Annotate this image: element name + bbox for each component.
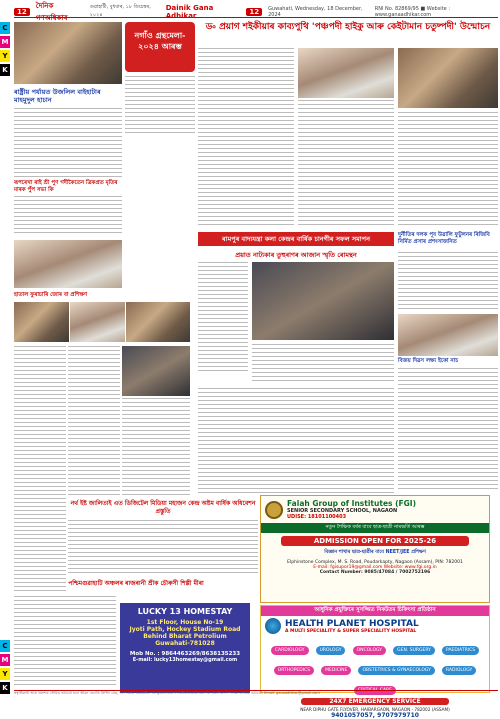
health-planet-ad (260, 605, 490, 719)
hp-dept-oncology: ONCOLOGY (353, 646, 387, 655)
poetry-launch-story-col2 (298, 100, 394, 228)
page-number: 12 (14, 8, 30, 16)
fgi-email: E-mail: fgisupor19@gmail.com Website: www.fgi.org.in (313, 565, 437, 570)
training-story-text (68, 346, 120, 496)
fgi-title: Falah Group of Institutes (FGI) (287, 499, 417, 508)
cmyk-cyan-mark: C (0, 22, 10, 34)
photo-stage-guests (398, 48, 498, 108)
photo-book-launch (298, 48, 394, 98)
hp-phone: 9401057057, 9707979710 (331, 712, 419, 719)
cmyk-yellow-mark-bottom: Y (0, 668, 10, 680)
nagaon-book-fair-headline: নগাঁও গ্ৰন্থমেলা- ২০২৪ আৰম্ভ (125, 22, 195, 72)
photo-training-mid (70, 302, 125, 342)
dance-story-text (252, 344, 394, 384)
photo-tea-garden (122, 346, 190, 396)
hp-name: HEALTH PLANET HOSPITAL (285, 618, 419, 629)
lucky-ad-line4: Guwahati-781028 (155, 640, 215, 647)
fgi-subtitle: SENIOR SECONDARY SCHOOL, NAGAON (287, 508, 398, 514)
hp-address: NEAR DIPHU GATE FLYOVER, HAIBARGAON, NAGAON - 782002 (ASSAM) (300, 707, 450, 712)
sports-headline: পশ্চিমগুৱাহাটি অঞ্চলৰ ৰাজৰানী শ্ৰীক চৌৰুসী শিল্পী মীৰা (68, 580, 204, 587)
tea-garden-story-text (122, 398, 190, 496)
hp-dept-critical-care: CRITICAL CARE (354, 686, 396, 695)
hp-dept-orthopedics: ORTHOPEDICS (274, 666, 314, 675)
cmyk-black-mark: K (0, 64, 10, 76)
lucky-ad-line1: 1st Floor, House No-19 (146, 619, 224, 626)
hp-subtitle: A MULTI SPECIALITY & SUPER SPECIALITY HOSPITAL (285, 628, 417, 634)
lucky-ad-line3: Behind Bharat Petrolium (143, 633, 227, 640)
fgi-address: Elphinstone Complex, M. S. Road, Poudarkapty, Nagaon (Assam), PIN: 782001 (287, 560, 463, 565)
left-column-story-text (14, 346, 66, 592)
fgi-tagline: নতুন শৈক্ষিক বৰ্ষৰ বাবে ছাত্ৰ-ছাত্ৰী নামভৰ্তি আৰম্ভ (261, 523, 489, 533)
fgi-admission-banner: ADMISSION OPEN FOR 2025-26 (281, 536, 469, 546)
page-badge: 12 (246, 8, 262, 16)
poetry-book-launch-headline: ড৹ প্ৰয়াগ শইকীয়াৰ কাব্যপুথি 'পঞ্চপদী হাইকু আৰু কেইটামান চতুষ্পদী' উন্মোচন (205, 22, 491, 32)
hp-dept-medicine: MEDICINE (321, 666, 351, 675)
center-story-text (198, 388, 394, 496)
fgi-neet-line: বিজ্ঞান শাখাৰ ছাত্ৰ-ছাত্ৰীৰ বাবে NEET/JEE প্ৰশিক্ষণ (324, 550, 426, 555)
photo-felicitation (14, 22, 122, 84)
fgi-contact: Contact Number: 9085/47084 / 7002752196 (319, 570, 431, 575)
anniversary-headline: ৰূপৰেখা ৰাই শ্ৰী পুণ গদীকৈতেন ত্ৰিকপ্ৰত মৃতিৰ মাৰক পুঁপ সভা কি (14, 180, 118, 193)
photo-training-left (14, 302, 69, 342)
handicraft-training-headline: হাতাল ফুৰাচাৰি জোৰ বা প্ৰশিক্ষণ (14, 292, 88, 298)
rni-website: RNI No. 82869/95 ■ Website : www.ganaadhikar.com (374, 5, 451, 18)
lucky-ad-mobile: Mob No. : 9864463269/8638135233 (129, 651, 241, 657)
hp-emergency: 24X7 EMERGENCY SERVICE (301, 698, 449, 705)
logo: দৈনিক গণঅধিকাৰ (35, 1, 68, 22)
hp-dept-obstetrics: OBSTETRICS & GYNAECOLOGY (358, 666, 434, 675)
poetry-launch-story-col3 (398, 112, 498, 228)
date-assamese: গুৱাহাটী, বুধবাৰ, ১৮ ডিচেম্বৰ, ২০২৪ (89, 3, 151, 18)
photo-memorial-meeting (14, 240, 122, 288)
cmyk-black-mark-bottom: K (0, 682, 10, 694)
photo-training-right (126, 302, 190, 342)
hp-globe-icon (265, 618, 281, 634)
hp-dept-urology: UROLOGY (316, 646, 346, 655)
fgi-udise: UDISE: 18101100403 (287, 514, 347, 520)
national-award-headline: ৰাষ্ট্ৰীয় পৰ্যায়ত উজলিল বাইহাটাৰ মাহমুদুল হাচান (14, 88, 101, 104)
photo-dance-performance (252, 262, 394, 340)
fgi-logo-icon (265, 501, 283, 519)
ujjwal-story-text (398, 252, 498, 312)
hp-dept-radiology: RADIOLOGY (442, 666, 476, 675)
cmyk-cyan-mark-bottom: C (0, 640, 10, 652)
lucky-ad-line2: Jyoti Path, Hockey Stadium Road (129, 626, 241, 633)
rampur-music-centre-headline: ৰামপুৰ বাদ্যযন্ত্ৰা কলা কেন্দ্ৰৰ বাৰ্ষিক চানগীৰ সফল সমাপন (198, 232, 394, 246)
kargil-headline: বিজয় দিৱস লক্ষ্য ইকো নাচ (398, 358, 459, 364)
memorial-story-text (198, 262, 248, 372)
cmyk-yellow-mark: Y (0, 50, 10, 62)
imprint-footer: স্বত্বাধিকাৰী আৰু প্ৰকাশক সৌমিত্ৰ ভট্টাচাৰ্য দ্বাৰা জীৱন জ্যোতি প্ৰিণ্টিং প্ৰেছ, গণেশগুৰি, গুৱাহাটীৰ পৰা মুদ্ৰিত আৰু গণঅধিকাৰ কাৰ্যালয়ৰ পৰা প্ৰকাশিত। সম্পাদক: সৌমিত্ৰ ভট্টাচাৰ্য। Email: ganaadhikar@gmail.com (14, 690, 498, 698)
national-award-story-text (14, 108, 122, 178)
photo-ujjwal-event (398, 314, 498, 356)
digital-media-headline: নৰ্থ ইষ্ট জালিতাই এত ডিজিটেল মিডিয়া মহাজন কেন্দ্ৰ অষ্টম বাৰ্ষিক অধিবেশন প্ৰস্তুতি (70, 500, 256, 515)
hp-dept-paediatrics: PAEDIATRICS (442, 646, 479, 655)
fgi-school-ad (260, 495, 490, 603)
cmyk-registration-strip (0, 0, 10, 700)
lucky-ad-email: E-mail: lucky13homestay@gmail.com (132, 657, 238, 663)
digital-media-story-text (68, 520, 258, 576)
anniversary-story-text (14, 196, 122, 236)
hp-dept-cardiology: CARDIOLOGY (271, 646, 309, 655)
book-fair-story-text (125, 76, 195, 136)
masthead-title: Dainik Gana Adhikar (165, 3, 214, 20)
hp-banner: আধুনিক প্ৰযুক্তিৰে সুসজ্জিত নিকটতম চিকিৎসা প্ৰতিষ্ঠান (261, 606, 489, 616)
masthead (14, 1, 498, 22)
dateline: Guwahati, Wednesday, 18 December, 2024 (268, 5, 363, 18)
lucky-homestay-ad (120, 603, 250, 693)
poetry-launch-story-col1 (198, 48, 294, 228)
cmyk-magenta-mark-bottom: M (1, 656, 9, 664)
hp-dept-gen-surgery: GEN. SURGERY (393, 646, 435, 655)
ujjwal-headline: দুৰ্নীতিৰ দলক পূব উৱালি ফুটুলনৰ ৰিজিবি নিৰ্মিত প্ৰসাৰ প্ৰশংসাজনিত (398, 232, 490, 245)
sports-story-text (14, 596, 116, 686)
hp-department-list (261, 636, 489, 696)
cmyk-magenta-mark: M (1, 38, 9, 46)
playwright-memorial-headline: প্ৰয়াত নাট্যকাৰ তুহুৰাণৰ আজান স্মৃতি ৰোমন্থন (235, 251, 357, 259)
kargil-story-text (398, 368, 498, 490)
lucky-ad-title: LUCKY 13 HOMESTAY (137, 607, 233, 616)
